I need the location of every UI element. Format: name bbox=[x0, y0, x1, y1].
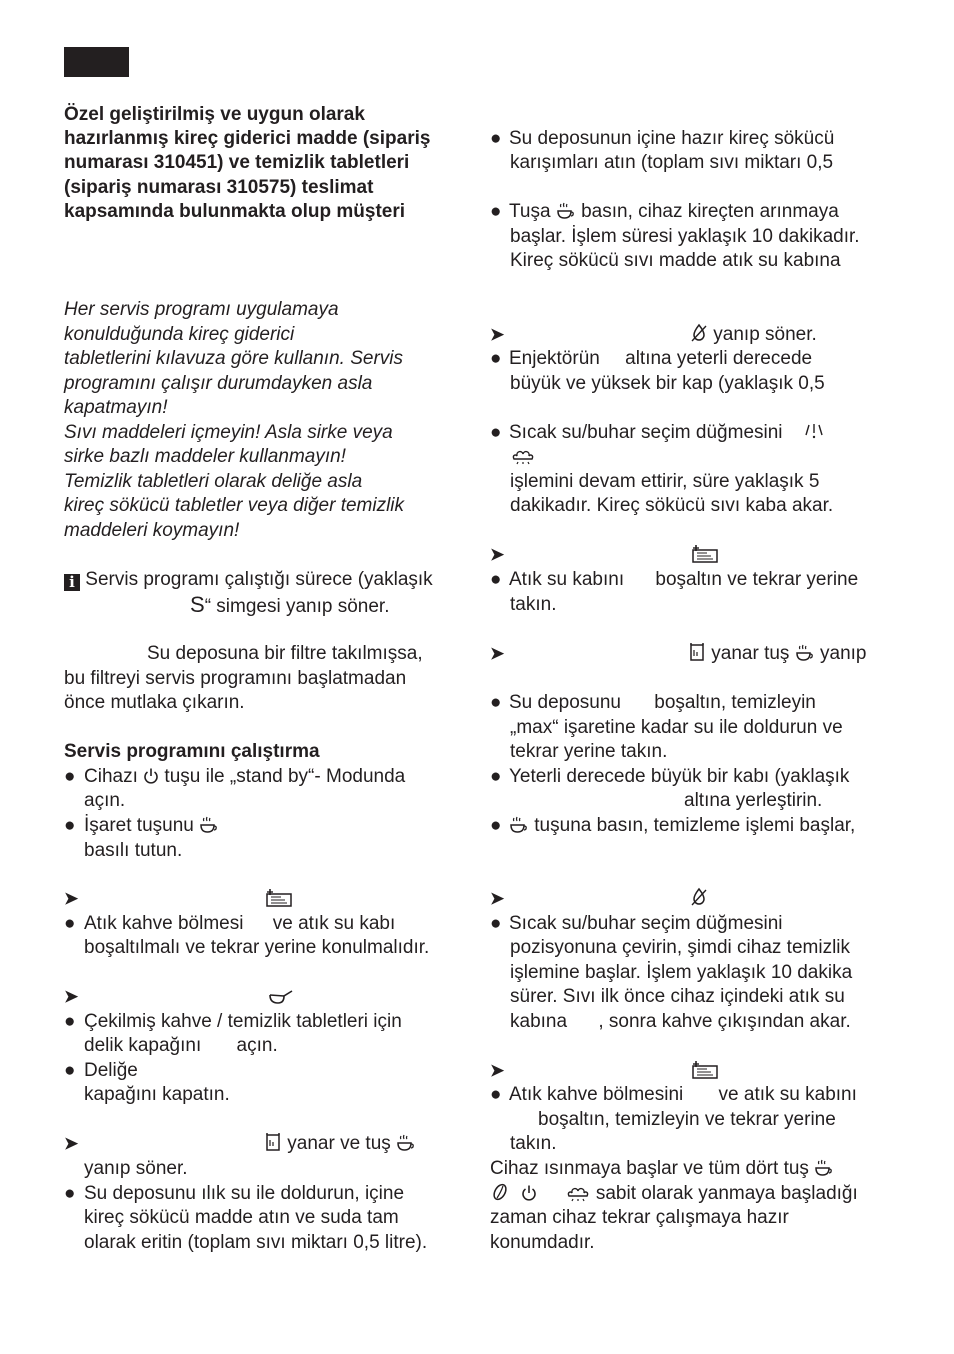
step-text: ve atık su kabı bbox=[272, 913, 396, 934]
descale-icon bbox=[690, 887, 708, 907]
list-item bbox=[64, 814, 219, 839]
step-text: açın. bbox=[236, 1035, 278, 1056]
bullet: ● bbox=[64, 766, 76, 787]
hot-water-icon bbox=[802, 421, 826, 441]
step-text: Enjektörün bbox=[509, 348, 600, 369]
status-line bbox=[64, 1132, 416, 1157]
info-line-2 bbox=[190, 593, 390, 620]
bullet: ● bbox=[490, 913, 502, 934]
status-text: yanıp söner. bbox=[84, 1158, 188, 1179]
closing-line bbox=[490, 1182, 858, 1207]
language-tab bbox=[64, 47, 129, 77]
steam-icon bbox=[565, 1182, 591, 1202]
warning-line: sirke bazlı maddeler kullanmayın! bbox=[64, 446, 346, 467]
bin-icon bbox=[264, 887, 294, 907]
warning-line: Her servis programı uygulamaya bbox=[64, 299, 339, 320]
warning-line: kapatmayın! bbox=[64, 397, 168, 418]
step-text: tekrar yerine takın. bbox=[510, 741, 668, 762]
list-item bbox=[490, 347, 812, 372]
step-text: Kireç sökücü sıvı madde atık su kabına bbox=[510, 250, 841, 271]
bullet: ● bbox=[64, 1011, 76, 1032]
cup-icon bbox=[814, 1159, 834, 1177]
closing-text: sabit olarak yanmaya başladığı bbox=[595, 1183, 858, 1204]
list-item bbox=[490, 1083, 857, 1108]
bin-icon bbox=[690, 1059, 720, 1079]
step-text: Sıcak su/buhar seçim düğmesini bbox=[509, 422, 783, 443]
filter-line: Su deposuna bir filtre takılmışsa, bbox=[147, 643, 423, 664]
status-text: yanıp bbox=[820, 643, 867, 664]
bullet: ● bbox=[490, 692, 502, 713]
bullet: ● bbox=[490, 569, 502, 590]
step-text: olarak eritin (toplam sıvı miktarı 0,5 litre). bbox=[84, 1232, 428, 1253]
list-item bbox=[64, 1059, 138, 1084]
s-symbol: S bbox=[190, 592, 205, 617]
step-text: basılı tutun. bbox=[84, 840, 183, 861]
status-text: yanıp söner. bbox=[713, 324, 817, 345]
arrow-icon: ➤ bbox=[490, 545, 505, 564]
list-item bbox=[490, 765, 849, 790]
bullet: ● bbox=[64, 1183, 76, 1204]
step-text: altına yeterli derecede bbox=[625, 348, 813, 369]
step-text: boşaltılmalı ve tekrar yerine konulmalıdır. bbox=[84, 937, 430, 958]
intro-line: numarası 310451) ve temizlik tabletleri bbox=[64, 152, 410, 173]
filter-line: bu filtreyi servis programını başlatmadan bbox=[64, 668, 407, 689]
step-text: takın. bbox=[510, 1133, 557, 1154]
step-text: sürer. Sıvı ilk önce cihaz içindeki atık su bbox=[510, 986, 845, 1007]
step-text: tuşuna basın, temizleme işlemi başlar, bbox=[534, 815, 856, 836]
step-text: kapağını kapatın. bbox=[84, 1084, 230, 1105]
step-text: Su deposunun içine hazır kireç sökücü bbox=[509, 128, 835, 149]
step-text: Yeterli derecede büyük bir kabı (yaklaşık bbox=[509, 766, 850, 787]
step-text: Su deposunu ılık su ile doldurun, içine bbox=[84, 1183, 405, 1204]
step-text: Atık kahve bölmesi bbox=[84, 913, 244, 934]
list-item bbox=[490, 200, 839, 225]
section-heading: Servis programını çalıştırma bbox=[64, 741, 320, 762]
bullet: ● bbox=[64, 913, 76, 934]
step-text: Çekilmiş kahve / temizlik tabletleri için bbox=[84, 1011, 402, 1032]
step-text: karışımları atın (toplam sıvı miktarı 0,5 bbox=[510, 152, 834, 173]
bullet: ● bbox=[490, 766, 502, 787]
status-text: yanar ve tuş bbox=[287, 1133, 391, 1154]
step-text: Tuşa bbox=[509, 201, 551, 222]
closing-text: Cihaz ısınmaya başlar ve tüm dört tuş bbox=[490, 1158, 809, 1179]
arrow-icon: ➤ bbox=[64, 889, 79, 908]
filter-line: önce mutlaka çıkarın. bbox=[64, 692, 245, 713]
step-text: boşaltın ve tekrar yerine bbox=[655, 569, 859, 590]
info-icon: i bbox=[64, 574, 80, 591]
step-text: Su deposunu bbox=[509, 692, 621, 713]
intro-line: (sipariş numarası 310575) teslimat bbox=[64, 177, 374, 198]
step-text: büyük ve yüksek bir kap (yaklaşık 0,5 bbox=[510, 373, 825, 394]
status-line bbox=[490, 543, 720, 568]
step-text: kabına bbox=[510, 1011, 568, 1032]
warning-line: tabletlerini kılavuza göre kullanın. Servis bbox=[64, 348, 404, 369]
step-text: Cihazı bbox=[84, 766, 138, 787]
warning-line: Sıvı maddeleri içmeyin! Asla sirke veya bbox=[64, 422, 393, 443]
step-text: , sonra kahve çıkışından akar. bbox=[598, 1011, 851, 1032]
status-line bbox=[490, 642, 866, 667]
warning-line: kireç sökücü tabletler veya diğer temizlik bbox=[64, 495, 405, 516]
step-text: Sıcak su/buhar seçim düğmesini bbox=[509, 913, 783, 934]
cup-icon bbox=[795, 644, 815, 662]
water-tank-icon bbox=[688, 642, 706, 662]
step-text: takın. bbox=[510, 594, 557, 615]
step-text bbox=[84, 1034, 278, 1059]
lid-icon bbox=[266, 987, 294, 1005]
steam-line bbox=[510, 445, 536, 470]
step-text: İşaret tuşunu bbox=[84, 815, 194, 836]
bean-icon bbox=[490, 1182, 510, 1202]
status-text: yanar tuş bbox=[711, 643, 790, 664]
steam-icon bbox=[510, 445, 536, 465]
step-text: işlemine başlar. İşlem yaklaşık 10 dakika bbox=[510, 962, 853, 983]
step-text: „max“ işaretine kadar su ile doldurun ve bbox=[510, 717, 843, 738]
arrow-icon: ➤ bbox=[64, 987, 79, 1006]
step-text: Atık su kabını bbox=[509, 569, 625, 590]
info-text: Servis programı çalıştığı sürece (yaklaşık bbox=[85, 569, 433, 590]
water-tank-icon bbox=[264, 1132, 282, 1152]
intro-line: kapsamında bulunmakta olup müşteri bbox=[64, 201, 406, 222]
status-line bbox=[64, 887, 294, 912]
list-item bbox=[490, 568, 858, 593]
warning-line: maddeleri koymayın! bbox=[64, 520, 240, 541]
list-item bbox=[64, 765, 405, 790]
bullet: ● bbox=[490, 348, 502, 369]
bullet: ● bbox=[490, 815, 502, 836]
step-text: kireç sökücü madde atın ve suda tam bbox=[84, 1207, 399, 1228]
cup-icon bbox=[199, 816, 219, 834]
step-text bbox=[510, 1010, 851, 1035]
step-text: dakikadır. Kireç sökücü sıvı kaba akar. bbox=[510, 495, 834, 516]
list-item bbox=[490, 814, 855, 839]
closing-text: konumdadır. bbox=[490, 1232, 595, 1253]
arrow-icon: ➤ bbox=[490, 325, 505, 344]
step-text: Atık kahve bölmesini bbox=[509, 1084, 684, 1105]
step-text: delik kapağını bbox=[84, 1035, 202, 1056]
intro-line: Özel geliştirilmiş ve uygun olarak bbox=[64, 104, 365, 125]
step-text: tuşu ile „stand by“- Modunda bbox=[164, 766, 406, 787]
status-line bbox=[490, 1059, 720, 1084]
warning-line: Temizlik tabletleri olarak deliğe asla bbox=[64, 471, 363, 492]
list-item bbox=[490, 912, 783, 937]
cup-icon bbox=[396, 1134, 416, 1152]
list-item bbox=[490, 421, 826, 446]
info-text-2: “ simgesi yanıp söner. bbox=[204, 596, 390, 617]
descale-icon bbox=[690, 323, 708, 343]
info-line bbox=[64, 568, 433, 593]
step-text: işlemini devam ettirir, süre yaklaşık 5 bbox=[510, 471, 820, 492]
arrow-icon: ➤ bbox=[490, 644, 505, 663]
bullet: ● bbox=[490, 128, 502, 149]
status-line bbox=[490, 887, 708, 912]
power-icon bbox=[143, 767, 159, 785]
list-item bbox=[64, 912, 395, 937]
bullet: ● bbox=[490, 201, 502, 222]
step-text: boşaltın, temizleyin bbox=[654, 692, 816, 713]
intro-line: hazırlanmış kireç giderici madde (sipariş bbox=[64, 128, 431, 149]
list-item bbox=[64, 1182, 404, 1207]
step-text: basın, cihaz kireçten arınmaya bbox=[581, 201, 839, 222]
arrow-icon: ➤ bbox=[64, 1134, 79, 1153]
power-icon bbox=[521, 1184, 537, 1202]
arrow-icon: ➤ bbox=[490, 1061, 505, 1080]
list-item bbox=[490, 691, 816, 716]
bullet: ● bbox=[64, 815, 76, 836]
list-item bbox=[490, 127, 834, 152]
step-text: başlar. İşlem süresi yaklaşık 10 dakikadır. bbox=[510, 226, 860, 247]
bullet: ● bbox=[490, 1084, 502, 1105]
warning-line: programını çalışır durumdayken asla bbox=[64, 373, 373, 394]
step-text: boşaltın, temizleyin ve tekrar yerine bbox=[538, 1109, 836, 1130]
step-text: Deliğe bbox=[84, 1060, 138, 1081]
closing-line bbox=[490, 1157, 834, 1182]
list-item bbox=[64, 1010, 402, 1035]
cup-icon bbox=[556, 202, 576, 220]
warning-line: konulduğunda kireç giderici bbox=[64, 324, 295, 345]
status-line bbox=[64, 985, 294, 1010]
bin-icon bbox=[690, 543, 720, 563]
bullet: ● bbox=[490, 422, 502, 443]
step-text: açın. bbox=[84, 790, 126, 811]
closing-text: zaman cihaz tekrar çalışmaya hazır bbox=[490, 1207, 789, 1228]
step-text: ve atık su kabını bbox=[718, 1084, 857, 1105]
arrow-icon: ➤ bbox=[490, 889, 505, 908]
bullet: ● bbox=[64, 1060, 76, 1081]
step-text: pozisyonuna çevirin, şimdi cihaz temizlik bbox=[510, 937, 851, 958]
cup-icon bbox=[509, 816, 529, 834]
step-text: altına yerleştirin. bbox=[684, 790, 823, 811]
status-line bbox=[490, 323, 817, 348]
